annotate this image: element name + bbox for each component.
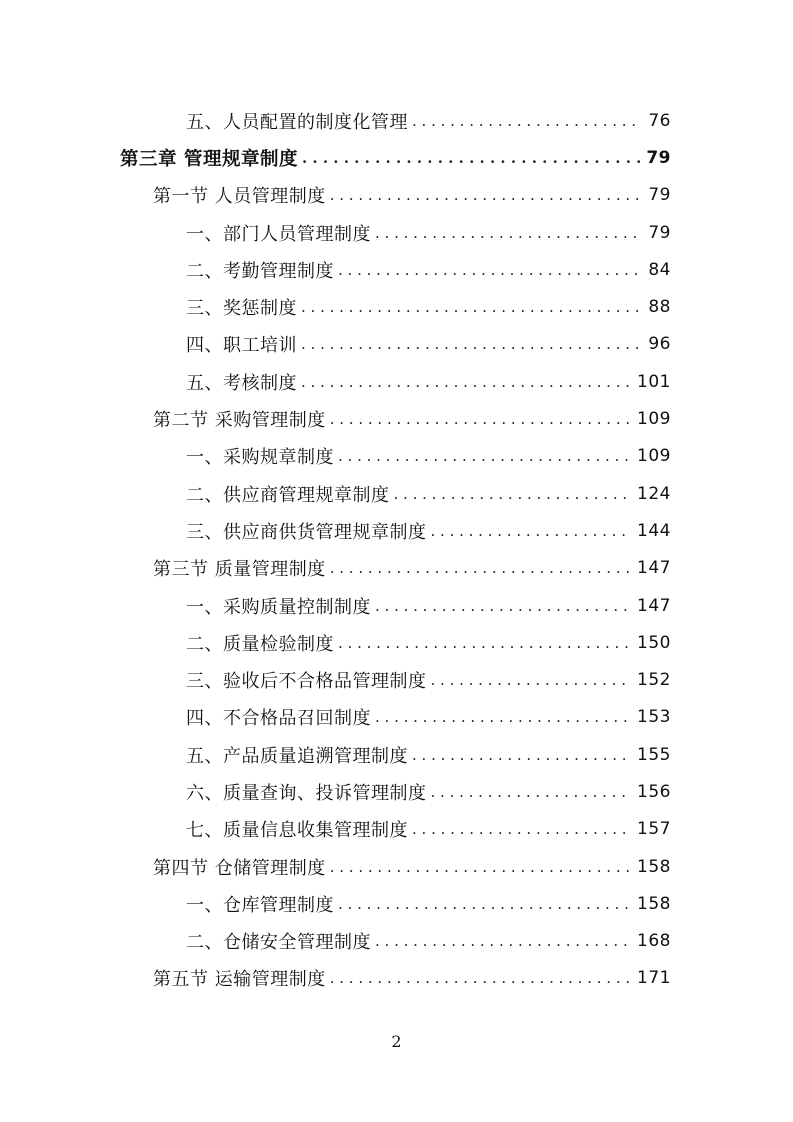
toc-entry-item[interactable] [0,587,793,624]
toc-entry-page: 158 [631,857,671,877]
toc-entry-page: 157 [631,819,671,839]
toc-entry-item[interactable] [0,251,793,288]
toc-entry-page: 158 [631,894,671,914]
toc-entry-item[interactable] [0,326,793,363]
toc-entry-page: 124 [631,484,671,504]
toc-entry-section[interactable] [0,177,793,214]
toc-entry-label: 三、验收后不合格品管理制度 [186,667,431,693]
toc-entry-label: 第三章 管理规章制度 [120,145,302,171]
toc-entry-label: 二、质量检验制度 [186,630,338,656]
toc-entry-page: 109 [631,446,671,466]
toc-entry-page: 171 [631,968,671,988]
dot-leader [375,932,631,950]
toc-entry-page: 153 [631,707,671,727]
toc-entry-item[interactable] [0,438,793,475]
dot-leader [330,969,631,987]
toc-entry-item[interactable] [0,885,793,922]
toc-entry-item[interactable] [0,363,793,400]
toc-entry-page: 101 [631,372,671,392]
toc-entry-section[interactable] [0,960,793,997]
dot-leader [412,112,642,130]
toc-entry-page: 147 [631,596,671,616]
dot-leader [330,410,631,428]
toc-entry-section[interactable] [0,848,793,885]
toc-entry-label: 一、采购质量控制制度 [186,593,375,619]
toc-entry-page: 144 [631,521,671,541]
toc-entry-item[interactable] [0,699,793,736]
toc-entry-label: 第五节 运输管理制度 [153,965,330,991]
toc-entry-page: 150 [631,633,671,653]
dot-leader [338,634,631,652]
dot-leader [302,149,640,167]
toc-entry-item[interactable] [0,923,793,960]
toc-entry-label: 一、部门人员管理制度 [186,220,375,246]
dot-leader [412,820,631,838]
dot-leader [431,671,632,689]
toc-entry-page: 152 [631,670,671,690]
toc-entry-page: 79 [642,185,671,205]
toc-entry-item[interactable] [0,475,793,512]
dot-leader [375,224,642,242]
toc-entry-item[interactable] [0,811,793,848]
dot-leader [431,783,632,801]
toc-entry-item[interactable] [0,512,793,549]
dot-leader [330,559,631,577]
toc-entry-item[interactable] [0,624,793,661]
toc-entry-label: 四、不合格品召回制度 [186,704,375,730]
toc-entry-item[interactable] [0,214,793,251]
toc-entry-item[interactable] [0,773,793,810]
dot-leader [338,447,631,465]
dot-leader [330,858,631,876]
toc-entry-page: 88 [642,297,671,317]
toc-entry-label: 三、供应商供货管理规章制度 [186,518,431,544]
toc-entry-page: 156 [631,782,671,802]
dot-leader [375,708,631,726]
table-of-contents [0,102,793,997]
toc-entry-page: 96 [642,334,671,354]
toc-entry-label: 第二节 采购管理制度 [153,406,330,432]
dot-leader [412,746,631,764]
toc-entry-page: 79 [640,148,671,168]
dot-leader [301,298,642,316]
toc-entry-item[interactable] [0,736,793,773]
toc-entry-label: 第三节 质量管理制度 [153,555,330,581]
toc-entry-label: 三、奖惩制度 [186,294,301,320]
toc-entry-label: 六、质量查询、投诉管理制度 [186,779,431,805]
toc-entry-item[interactable] [0,288,793,325]
dot-leader [301,373,631,391]
toc-entry-page: 79 [642,223,671,243]
toc-entry-item[interactable] [0,102,793,139]
dot-leader [394,485,632,503]
dot-leader [338,261,642,279]
toc-entry-page: 155 [631,745,671,765]
toc-entry-item[interactable] [0,661,793,698]
dot-leader [338,895,631,913]
dot-leader [431,522,632,540]
toc-entry-label: 一、仓库管理制度 [186,891,338,917]
toc-entry-label: 七、质量信息收集管理制度 [186,816,412,842]
toc-entry-label: 四、职工培训 [186,331,301,357]
toc-entry-label: 一、采购规章制度 [186,443,338,469]
toc-entry-label: 五、人员配置的制度化管理 [186,108,412,134]
toc-entry-label: 五、产品质量追溯管理制度 [186,742,412,768]
toc-entry-page: 76 [642,111,671,131]
toc-entry-label: 五、考核制度 [186,369,301,395]
toc-entry-page: 168 [631,931,671,951]
toc-entry-page: 84 [642,260,671,280]
dot-leader [301,335,642,353]
toc-entry-section[interactable] [0,400,793,437]
toc-entry-label: 第一节 人员管理制度 [153,182,330,208]
toc-entry-label: 二、仓储安全管理制度 [186,928,375,954]
dot-leader [330,186,643,204]
dot-leader [375,597,631,615]
toc-entry-section[interactable] [0,550,793,587]
toc-entry-chapter[interactable] [0,139,793,176]
toc-entry-page: 109 [631,409,671,429]
toc-entry-page: 147 [631,558,671,578]
toc-entry-label: 二、供应商管理规章制度 [186,481,394,507]
toc-entry-label: 第四节 仓储管理制度 [153,854,330,880]
toc-entry-label: 二、考勤管理制度 [186,257,338,283]
page-number: 2 [391,1032,402,1051]
